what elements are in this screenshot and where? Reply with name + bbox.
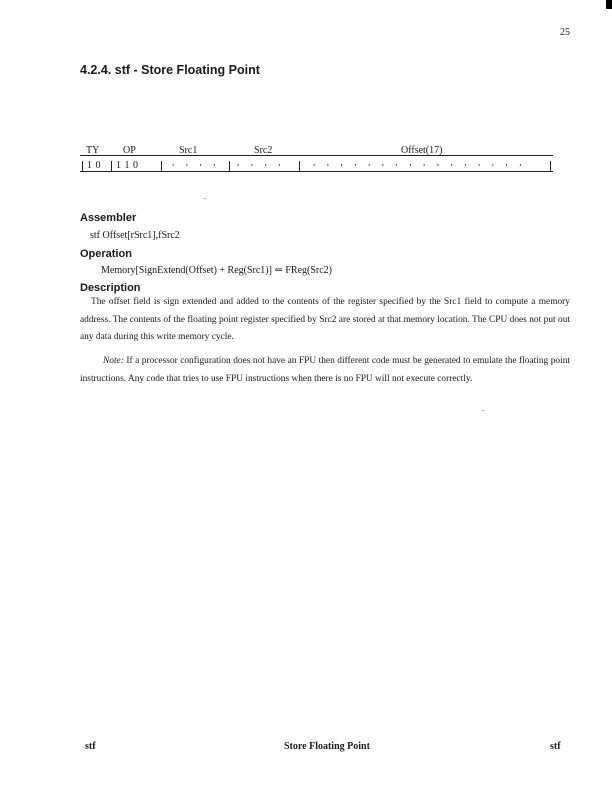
- bit-divider: [299, 161, 300, 171]
- field-label-src2: Src2: [254, 145, 273, 156]
- assembler-syntax: stf Offset[rSrc1],fSrc2: [90, 230, 180, 241]
- bit-ticks-offset: , , , , , , , , , , , , , , , ,: [313, 157, 522, 167]
- field-label-offset: Offset(17): [401, 145, 443, 156]
- bit-divider: [161, 161, 162, 171]
- bit-ticks-src2: , , , ,: [237, 157, 281, 167]
- bits-op: 1 1 0: [116, 160, 139, 171]
- field-label-ty: TY: [86, 145, 100, 156]
- field-label-src1: Src1: [179, 145, 198, 156]
- footer-left: stf: [85, 741, 96, 752]
- bit-ticks-src1: , , , ,: [172, 157, 216, 167]
- operation-heading: Operation: [80, 248, 132, 260]
- footer-center: Store Floating Point: [284, 741, 370, 752]
- edge-mark: [606, 0, 612, 9]
- description-heading: Description: [80, 282, 141, 294]
- scan-speck: [204, 198, 206, 199]
- bits-ty: 1 0: [87, 160, 101, 171]
- note-paragraph: [80, 353, 570, 388]
- operation-expression: Memory[SignExtend(Offset) + Reg(Src1)] ⇐ FReg(Src2): [101, 265, 333, 276]
- format-bottom-rule: [80, 171, 553, 172]
- field-label-op: OP: [123, 145, 136, 156]
- bit-divider: [229, 161, 230, 171]
- note-label: Note:: [103, 356, 124, 366]
- page-number: 25: [560, 27, 570, 38]
- format-top-rule: [80, 155, 553, 156]
- section-title: 4.2.4. stf - Store Floating Point: [80, 63, 260, 77]
- note-text: If a processor configuration does not have an FPU then different code must be generated to emulate the floating point instructions. Any code that tries to use FPU instructions when there is no FPU will not execute correctly.: [80, 356, 570, 384]
- scan-speck: [482, 410, 484, 411]
- description-paragraph: The offset field is sign extended and added to the contents of the register specified by the Src1 field to compute a memory address. The contents of the floating point register specified by Src2 are stored at that memory location. The CPU does not put out any data during this write memory cycle.: [80, 297, 570, 342]
- bit-divider: [111, 161, 112, 171]
- bit-divider: [82, 161, 83, 171]
- assembler-heading: Assembler: [80, 212, 137, 224]
- footer-right: stf: [550, 741, 561, 752]
- bit-divider: [550, 161, 551, 171]
